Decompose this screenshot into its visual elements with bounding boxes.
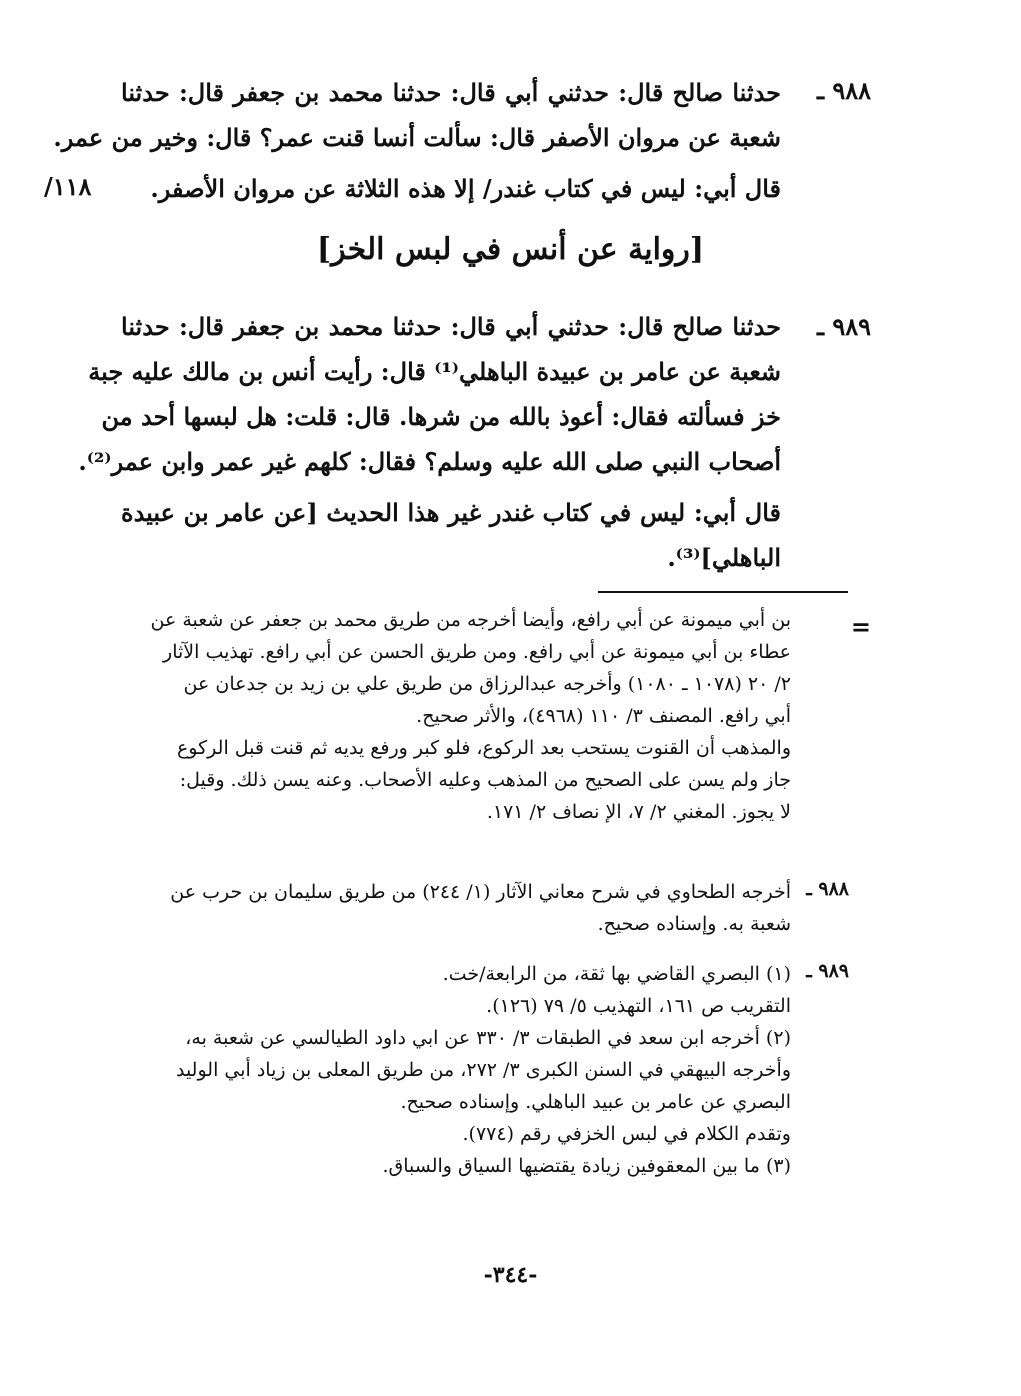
footnote-line: وأخرجه البيهقي في السنن الكبرى ٣/ ٢٧٢، من طريق المعلى بن زياد أبي الوليد	[175, 1059, 791, 1081]
footnote-989	[121, 958, 791, 1182]
section-heading: [رواية عن أنس في لبس الخز]	[316, 232, 705, 267]
footnote-separator	[598, 591, 848, 593]
hadith-988-note	[150, 166, 781, 211]
hadith-line: شعبة عن مروان الأصفر قال: سألت أنسا قنت عمر؟ قال: وخير من عمر.	[53, 123, 781, 152]
note-line: قال أبي: ليس في كتاب غندر/ إلا هذه الثلاثة عن مروان الأصفر.	[150, 174, 781, 203]
footnote-988	[121, 876, 791, 940]
hadith-line: شعبة عن عامر بن عبيدة الباهلي⁽¹⁾ قال: رأيت أنس بن مالك عليه جبة	[88, 357, 781, 386]
footnote-line: (٣) ما بين المعقوفين زيادة يقتضيها السياق والسباق.	[382, 1155, 791, 1177]
footnote-line: لا يجوز. المغني ٢/ ٧، الإ نصاف ٢/ ١٧١.	[486, 801, 791, 823]
footnote-line: ٢/ ٢٠ (١٠٧٨ ـ ١٠٨٠) وأخرجه عبدالرزاق من طريق علي بن زيد بن جدعان عن	[183, 673, 791, 695]
hadith-number-989: ٩٨٩ ـ	[816, 312, 871, 341]
footnote-number-989: ٩٨٩ ـ	[806, 960, 849, 982]
footnote-line: بن أبي ميمونة عن أبي رافع، وأيضا أخرجه من طريق محمد بن جعفر عن شعبة عن	[150, 609, 791, 631]
footnote-line: التقريب ص ١٦١، التهذيب ٥/ ٧٩ (١٢٦).	[486, 995, 791, 1017]
footnote-number-988: ٩٨٨ ـ	[806, 878, 849, 900]
hadith-989-note	[121, 490, 781, 580]
footnote-line: أخرجه الطحاوي في شرح معاني الآثار (١/ ٢٤٤) من طريق سليمان بن حرب عن	[170, 881, 791, 903]
footnote-line: البصري عن عامر بن عبيد الباهلي. وإسناده صحيح.	[400, 1091, 791, 1113]
note-line: قال أبي: ليس في كتاب غندر غير هذا الحديث [عن عامر بن عبيدة	[121, 498, 781, 527]
hadith-line: حدثنا صالح قال: حدثني أبي قال: حدثنا محمد بن جعفر قال: حدثنا	[121, 78, 781, 107]
hadith-989-text	[78, 304, 781, 484]
hadith-line: أصحاب النبي صلى الله عليه وسلم؟ فقال: كلهم غير عمر وابن عمر⁽²⁾.	[78, 447, 781, 476]
footnote-line: أبي رافع. المصنف ٣/ ١١٠ (٤٩٦٨)، والأثر صحيح.	[416, 705, 791, 727]
hadith-line: خز فسألته فقال: أعوذ بالله من شرها. قال: قلت: هل لبسها أحد من	[101, 402, 781, 431]
footnote-line: شعبة به. وإسناده صحيح.	[597, 913, 791, 935]
continuation-mark: =	[850, 612, 871, 641]
hadith-line: حدثنا صالح قال: حدثني أبي قال: حدثنا محمد بن جعفر قال: حدثنا	[121, 312, 781, 341]
note-line: الباهلي]⁽³⁾.	[667, 543, 781, 572]
footnote-line: عطاء بن أبي ميمونة عن أبي رافع. ومن طريق الحسن عن أبي رافع. تهذيب الآثار	[163, 641, 791, 663]
footnote-line: وتقدم الكلام في لبس الخزفي رقم (٧٧٤).	[462, 1123, 791, 1145]
footnote-line: جاز ولم يسن على الصحيح من المذهب وعليه الأصحاب. وعنه يسن ذلك. وقيل:	[179, 769, 791, 791]
footnote-line: (١) البصري القاضي بها ثقة، من الرابعة/خت.	[442, 963, 791, 985]
page-number: -٣٤٤-	[483, 1262, 538, 1288]
footnote-continuation	[121, 604, 791, 828]
footnote-line: (٢) أخرجه ابن سعد في الطبقات ٣/ ٣٣٠ عن ابي داود الطيالسي عن شعبة به،	[185, 1027, 791, 1049]
hadith-number-988: ٩٨٨ ـ	[816, 76, 871, 105]
footnote-line: والمذهب أن القنوت يستحب بعد الركوع، فلو كبر ورفع يديه ثم قنت قبل الركوع	[176, 737, 791, 759]
hadith-988-text	[53, 70, 781, 160]
manuscript-folio-marker: /١١٨	[44, 172, 92, 201]
